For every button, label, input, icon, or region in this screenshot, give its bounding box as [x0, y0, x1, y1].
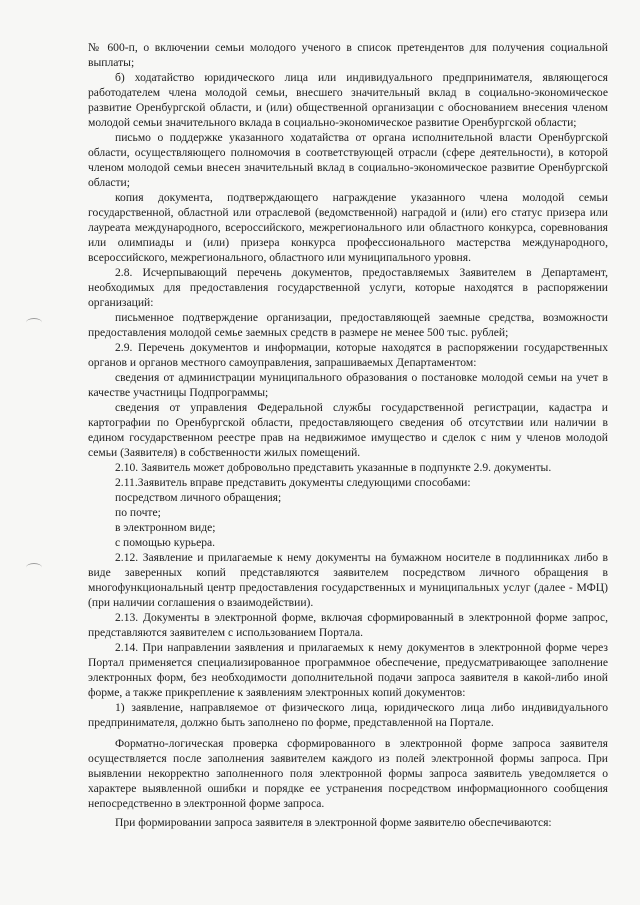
paragraph: 2.12. Заявление и прилагаемые к нему документы на бумажном носителе в подлинниках либо в виде заверенных копий представляются заявителем посредством личного обращения в многофункциональный центр предоставления государственных и муниципальных услуг (далее - МФЦ) (при наличии соглашения о взаимодействии).: [88, 551, 608, 609]
paragraph: 2.9. Перечень документов и информации, которые находятся в распоряжении государственных органов и органов местного самоуправления, запрашиваемых Департаментом:: [88, 341, 608, 369]
paragraph: Форматно-логическая проверка сформированного в электронной форме запроса заявителя осуществляется после заполнения заявителем каждого из полей электронной формы запроса. При выявлении некорректно заполненного поля электронной формы запроса заявитель уведомляется о характере выявленной ошибки и порядке ее устранения посредством информационного сообщения непосредственно в электронной форме запроса.: [88, 737, 608, 810]
list-item: с помощью курьера.: [115, 536, 216, 549]
paragraph: 2.13. Документы в электронной форме, включая сформированный в электронной форме запрос, представляются заявителем с использованием Портала.: [88, 611, 608, 639]
paragraph: При формировании запроса заявителя в электронной форме заявителю обеспечиваются:: [115, 816, 552, 829]
margin-mark: [26, 318, 42, 327]
list-item: по почте;: [115, 506, 161, 519]
document-body: [88, 40, 608, 830]
paragraph: 2.14. При направлении заявления и прилагаемых к нему документов в электронной форме через Портал применяется специализированное программное обеспечение, предусматривающее заполнение электронных форм, без необходимости дополнительной подачи запроса заявителя в какой-либо иной форме, а также прикрепление к заявлениям электронных копий документов:: [88, 641, 608, 699]
list-item: посредством личного обращения;: [115, 491, 282, 504]
paragraph: 1) заявление, направляемое от физического лица, юридического лица либо индивидуального предпринимателя, должно быть заполнено по форме, представленной на Портале.: [88, 701, 608, 729]
paragraph: письмо о поддержке указанного ходатайства от органа исполнительной власти Оренбургской области, осуществляющего полномочия в соответствующей отрасли (сфере деятельности), в которой членом молодой семьи внесен значительный вклад в социально-экономическое развитие Оренбургской области;: [88, 131, 608, 189]
paragraph: № 600-п, о включении семьи молодого ученого в список претендентов для получения социальной выплаты;: [88, 41, 608, 69]
paragraph: 2.10. Заявитель может добровольно представить указанные в подпункте 2.9. документы.: [115, 461, 552, 474]
list-item: в электронном виде;: [115, 521, 216, 534]
paragraph: письменное подтверждение организации, предоставляющей заемные средства, возможности предоставления молодой семье заемных средств в размере не менее 500 тыс. рублей;: [88, 311, 608, 339]
paragraph: копия документа, подтверждающего награждение указанного члена молодой семьи государственной, областной или отраслевой (ведомственной) наградой и (или) его статус призера или лауреата международного, всероссийского, межрегионального или областного конкурса, соревнования или олимпиады и (или) призера конкурса профессионального мастерства международного, всероссийского, межрегионального, областного или муниципального уровня.: [88, 191, 608, 264]
paragraph: б) ходатайство юридического лица или индивидуального предпринимателя, являющегося работодателем члена молодой семьи, внесшего значительный вклад в социально-экономическое развитие Оренбургской области, и (или) общественной организации с обоснованием внесения членом молодой семьи значительного вклада в социально-экономическое развитие Оренбургской области;: [88, 71, 608, 129]
paragraph: 2.8. Исчерпывающий перечень документов, предоставляемых Заявителем в Департамент, необходимых для предоставления государственной услуги, которые находятся в распоряжении организаций:: [88, 266, 608, 309]
paragraph: сведения от администрации муниципального образования о постановке молодой семьи на учет в качестве участницы Подпрограммы;: [88, 371, 608, 399]
paragraph: сведения от управления Федеральной службы государственной регистрации, кадастра и картографии по Оренбургской области, предоставляющего сведения об отсутствии или наличии в едином государственном реестре прав на недвижимое имущество и сделок с ним у членов молодой семьи (Заявителя) в собственности жилых помещений.: [88, 401, 608, 459]
paragraph: 2.11.Заявитель вправе представить документы следующими способами:: [115, 476, 471, 489]
margin-mark: [26, 563, 42, 572]
